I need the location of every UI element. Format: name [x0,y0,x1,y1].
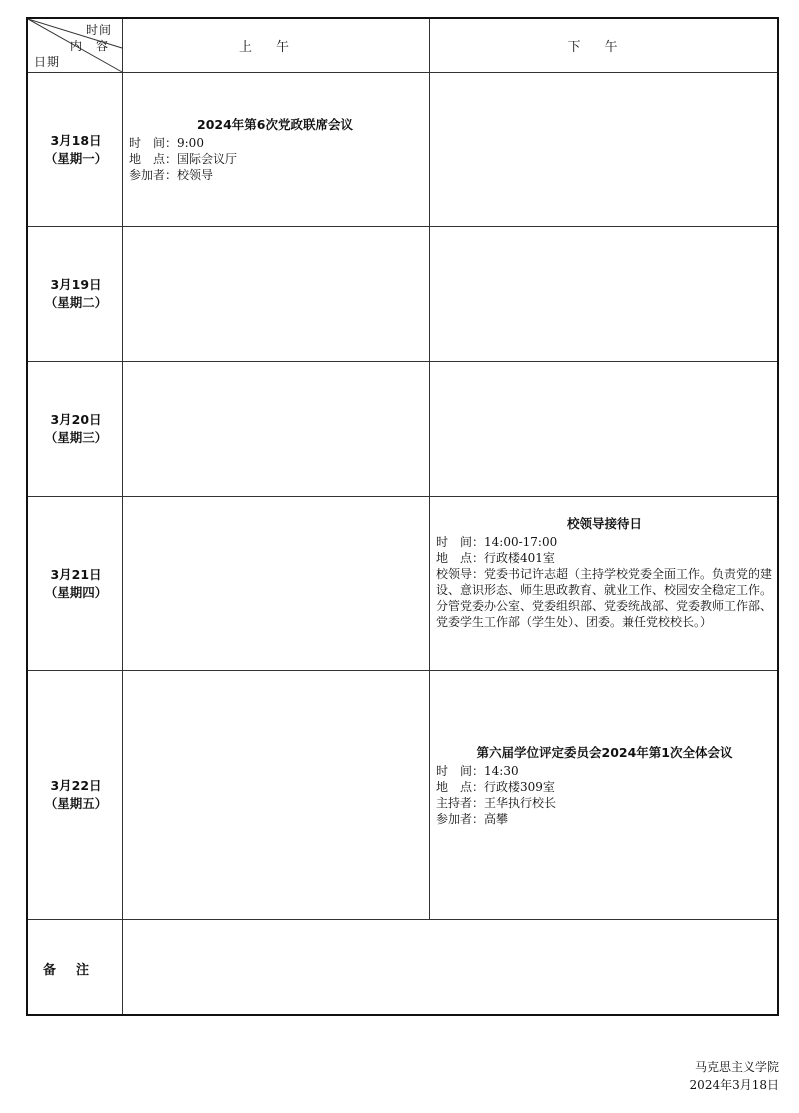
weekday-text: （星期一） [44,150,108,166]
date-text: 3月18日 [50,132,102,148]
event-title: 2024年第6次党政联席会议 [197,117,353,132]
event-leader-details: 校领导：党委书记许志超（主持学校党委全面工作。负责党的建设、意识形态、师生思政教育、就业工作、校园安全稳定工作。分管党委办公室、党委组织部、党委统战部、党委教师工作部、党委学生工作部（学生处）、团委。兼任党校校长。） [436,567,773,629]
date-text: 3月21日 [50,566,102,582]
row-divider [28,226,777,227]
weekday-text: （星期三） [44,430,108,445]
event-party-meeting [129,117,421,183]
schedule-table [26,17,779,1016]
row-divider [28,72,777,73]
event-attendees: 参加者：校领导 [129,168,214,182]
event-degree-committee [436,745,773,827]
row-divider [28,361,777,362]
date-cell [28,73,124,226]
date-text: 3月22日 [50,778,102,793]
corner-label-time: 时间 [86,23,113,37]
event-host: 主持者：王华执行校长 [436,796,557,810]
event-location: 地 点：行政楼401室 [436,551,555,565]
weekday-text: （星期四） [44,584,108,600]
event-title: 校领导接待日 [566,516,642,531]
event-time: 时 间：14:00-17:00 [436,535,558,549]
row-divider [28,496,777,497]
corner-label-content: 内 容 [70,39,110,53]
corner-label-date: 日期 [34,55,61,69]
weekday-text: （星期五） [44,796,108,811]
event-leader-reception [436,516,773,630]
footer-date: 2024年3月18日 [689,1078,779,1092]
date-text: 3月19日 [50,277,102,292]
column-header-afternoon: 下午 [567,40,642,55]
date-text: 3月20日 [50,412,102,427]
remarks-label: 备注 [42,962,109,978]
column-header-morning: 上午 [238,40,313,55]
remarks-content [123,920,779,1016]
event-location: 地 点：国际会议厅 [129,152,238,166]
event-time: 时 间：14:30 [436,764,519,778]
event-time: 时 间：9:00 [129,136,204,150]
event-title: 第六届学位评定委员会2024年第1次全体会议 [476,745,733,760]
row-divider [28,670,777,671]
date-cell [28,671,124,919]
footer-org: 马克思主义学院 [694,1060,779,1074]
column-divider-morning-afternoon [429,19,430,919]
weekday-text: （星期二） [44,295,108,310]
date-cell [28,227,124,361]
event-attendees: 参加者：高攀 [436,812,509,826]
document-footer [690,1058,779,1094]
date-cell [28,362,124,496]
event-location: 地 点：行政楼309室 [436,780,555,794]
date-cell [28,497,124,670]
